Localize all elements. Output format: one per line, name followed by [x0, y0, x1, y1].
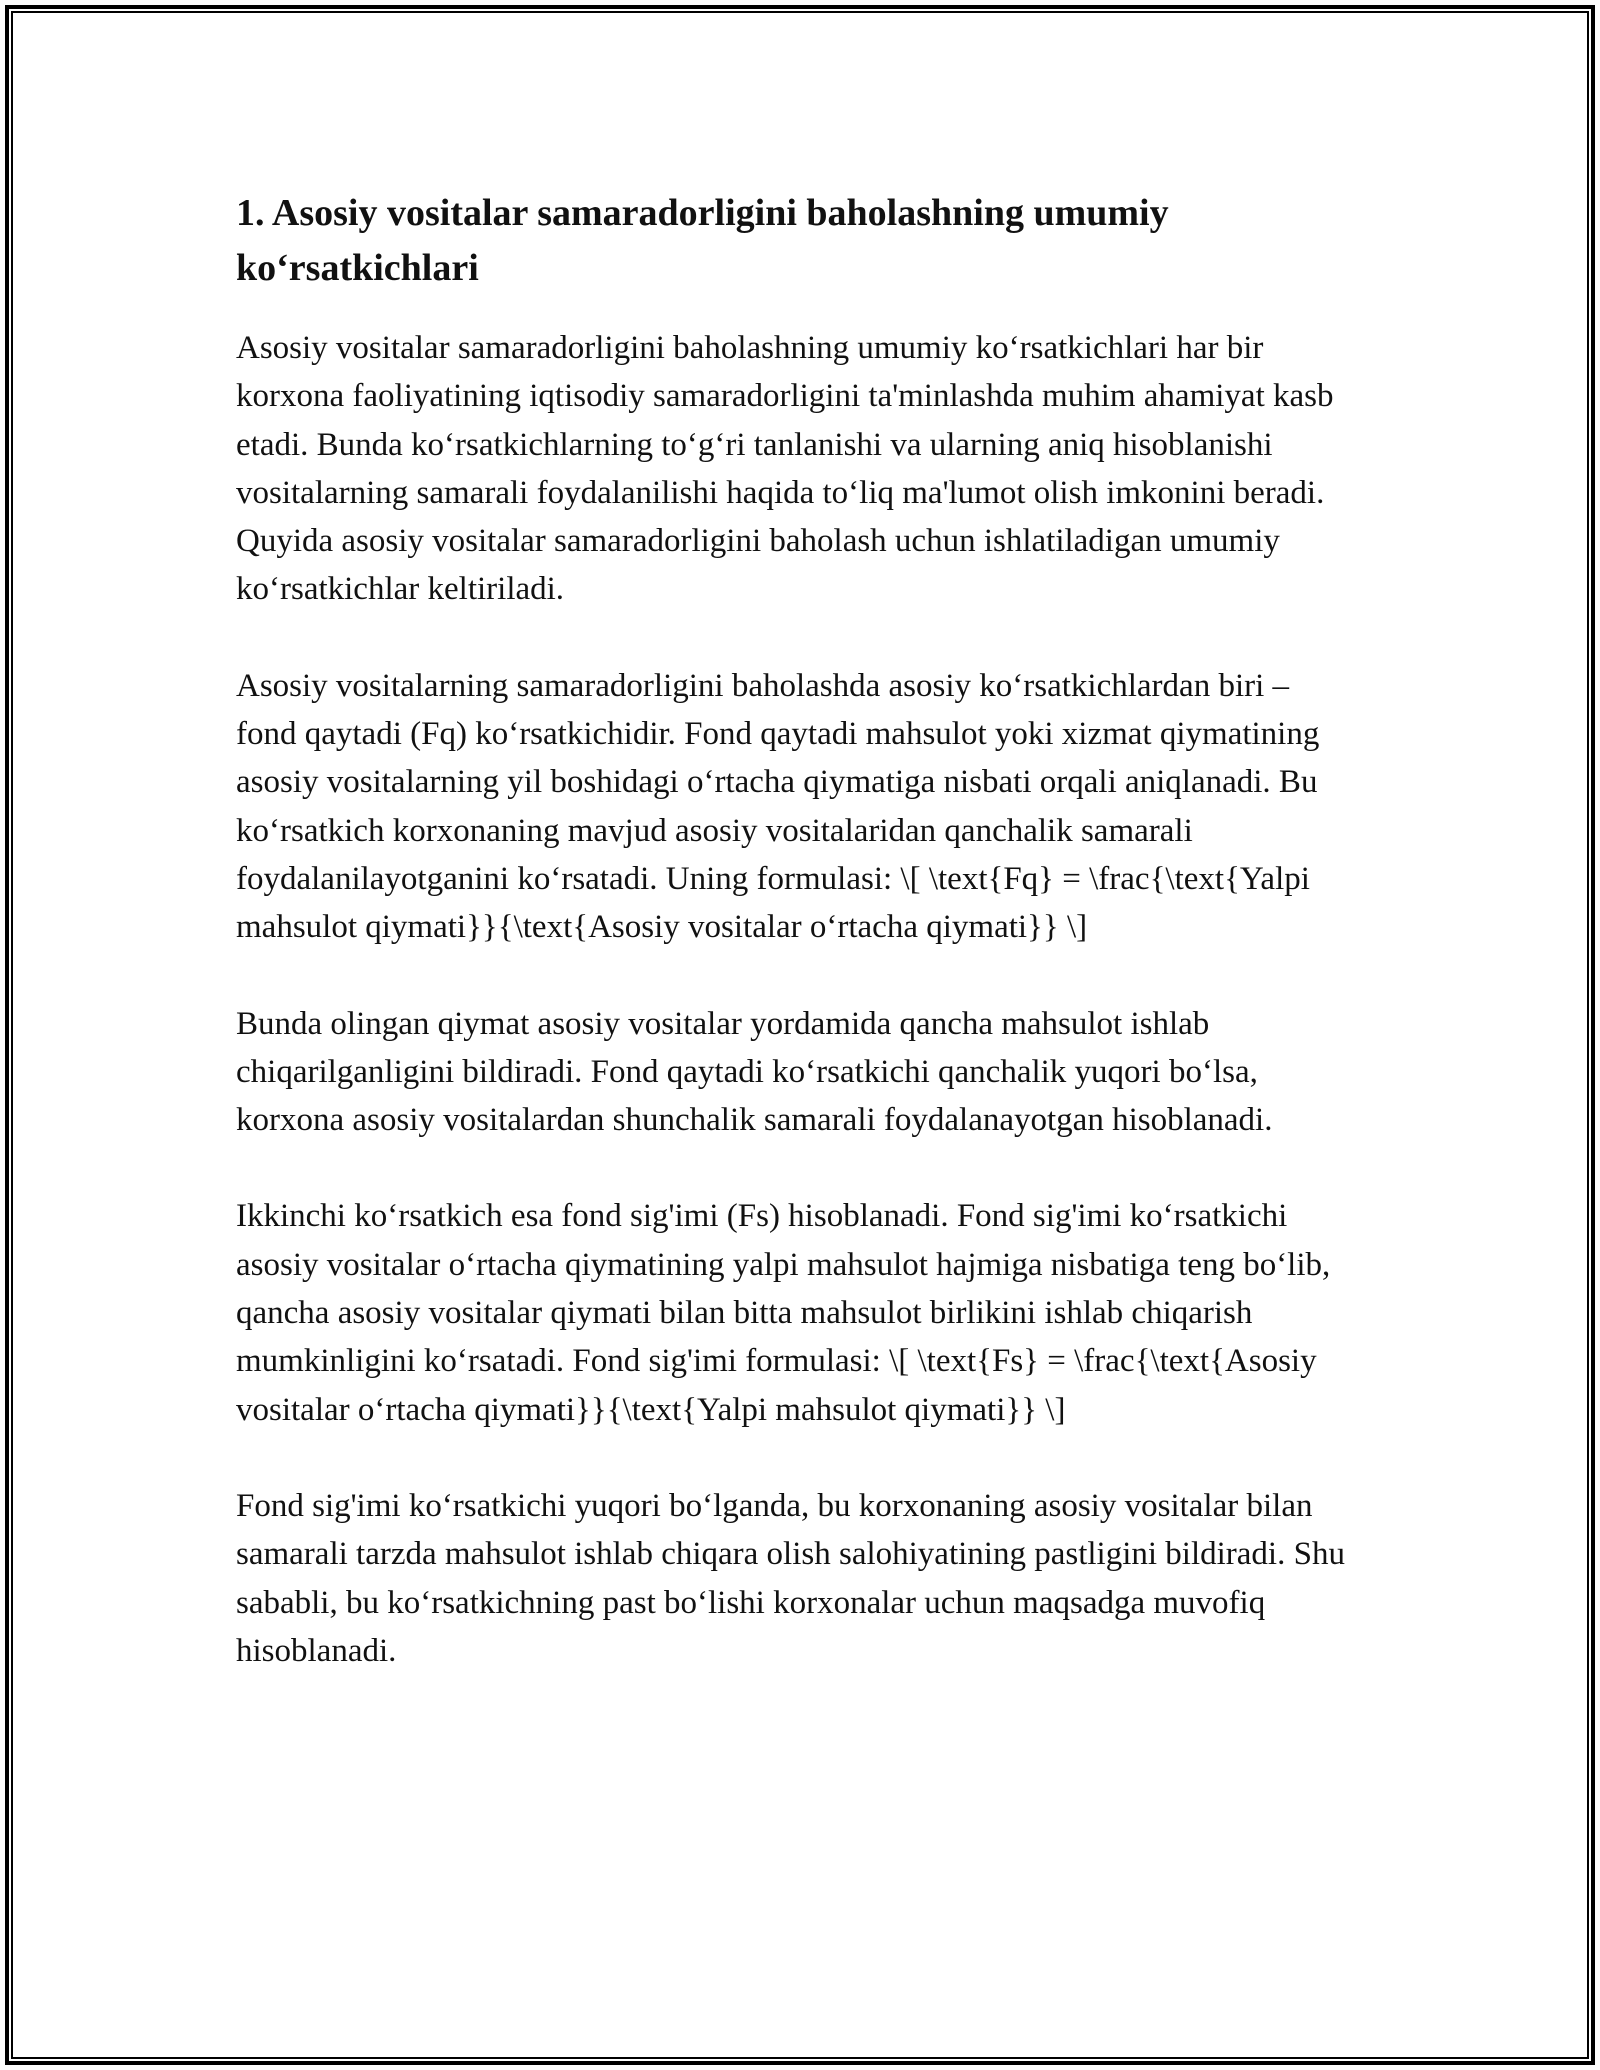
paragraph-fond-sigimi-meaning: Fond sig'imi ko‘rsatkichi yuqori bo‘lganda, bu korxonaning asosiy vositalar bilan samarali tarzda mahsulot ishlab chiqara olish salohiyatining pastligini bildiradi. Shu sababli, bu ko‘rsatkichning past bo‘lishi korxonalar uchun maqsadga muvofiq hisoblanadi.	[236, 1487, 1345, 1669]
paragraph-fond-qaytadi: Asosiy vositalarning samaradorligini baholashda asosiy ko‘rsatkichlardan biri – fond qaytadi (Fq) ko‘rsatkichidir. Fond qaytadi mahsulot yoki xizmat qiymatining asosiy vositalarning yil boshidagi o‘rtacha qiymatiga nisbati orqali aniqlanadi. Bu ko‘rsatkich korxonaning mavjud asosiy vositalaridan qanchalik samarali foydalanilayotganini ko‘rsatadi. Uning formulasi: \[ \text{Fq} = \frac{\text{Yalpi mahsulot qiymati}}{\text{Asosiy vositalar o‘rtacha qiymati}} \]	[236, 667, 1320, 946]
paragraph-fond-sigimi: Ikkinchi ko‘rsatkich esa fond sig'imi (Fs) hisoblanadi. Fond sig'imi ko‘rsatkichi asosiy vositalar o‘rtacha qiymatining yalpi mahsulot hajmiga nisbatiga teng bo‘lib, qancha asosiy vositalar qiymati bilan bitta mahsulot birlikini ishlab chiqarish mumkinligini ko‘rsatadi. Fond sig'imi formulasi: \[ \text{Fs} = \frac{\text{Asosiy vositalar o‘rtacha qiymati}}{\text{Yalpi mahsulot qiymati}} \]	[236, 1198, 1331, 1428]
paragraph-intro: Asosiy vositalar samaradorligini baholashning umumiy ko‘rsatkichlari har bir korxona faoliyatining iqtisodiy samaradorligini ta'minlashda muhim ahamiyat kasb etadi. Bunda ko‘rsatkichlarning to‘g‘ri tanlanishi va ularning aniq hisoblanishi vositalarning samarali foydalanilishi haqida to‘liq ma'lumot olish imkonini beradi. Quyida asosiy vositalar samaradorligini baholash uchun ishlatiladigan umumiy ko‘rsatkichlar keltiriladi.	[236, 330, 1334, 608]
document-body	[236, 186, 1356, 1723]
section-heading: 1. Asosiy vositalar samaradorligini baholashning umumiy ko‘rsatkichlari	[236, 192, 1169, 289]
paragraph-fond-qaytadi-meaning: Bunda olingan qiymat asosiy vositalar yordamida qancha mahsulot ishlab chiqarilganligini bildiradi. Fond qaytadi ko‘rsatkichi qanchalik yuqori bo‘lsa, korxona asosiy vositalardan shunchalik samarali foydalanayotgan hisoblanadi.	[236, 1005, 1273, 1139]
